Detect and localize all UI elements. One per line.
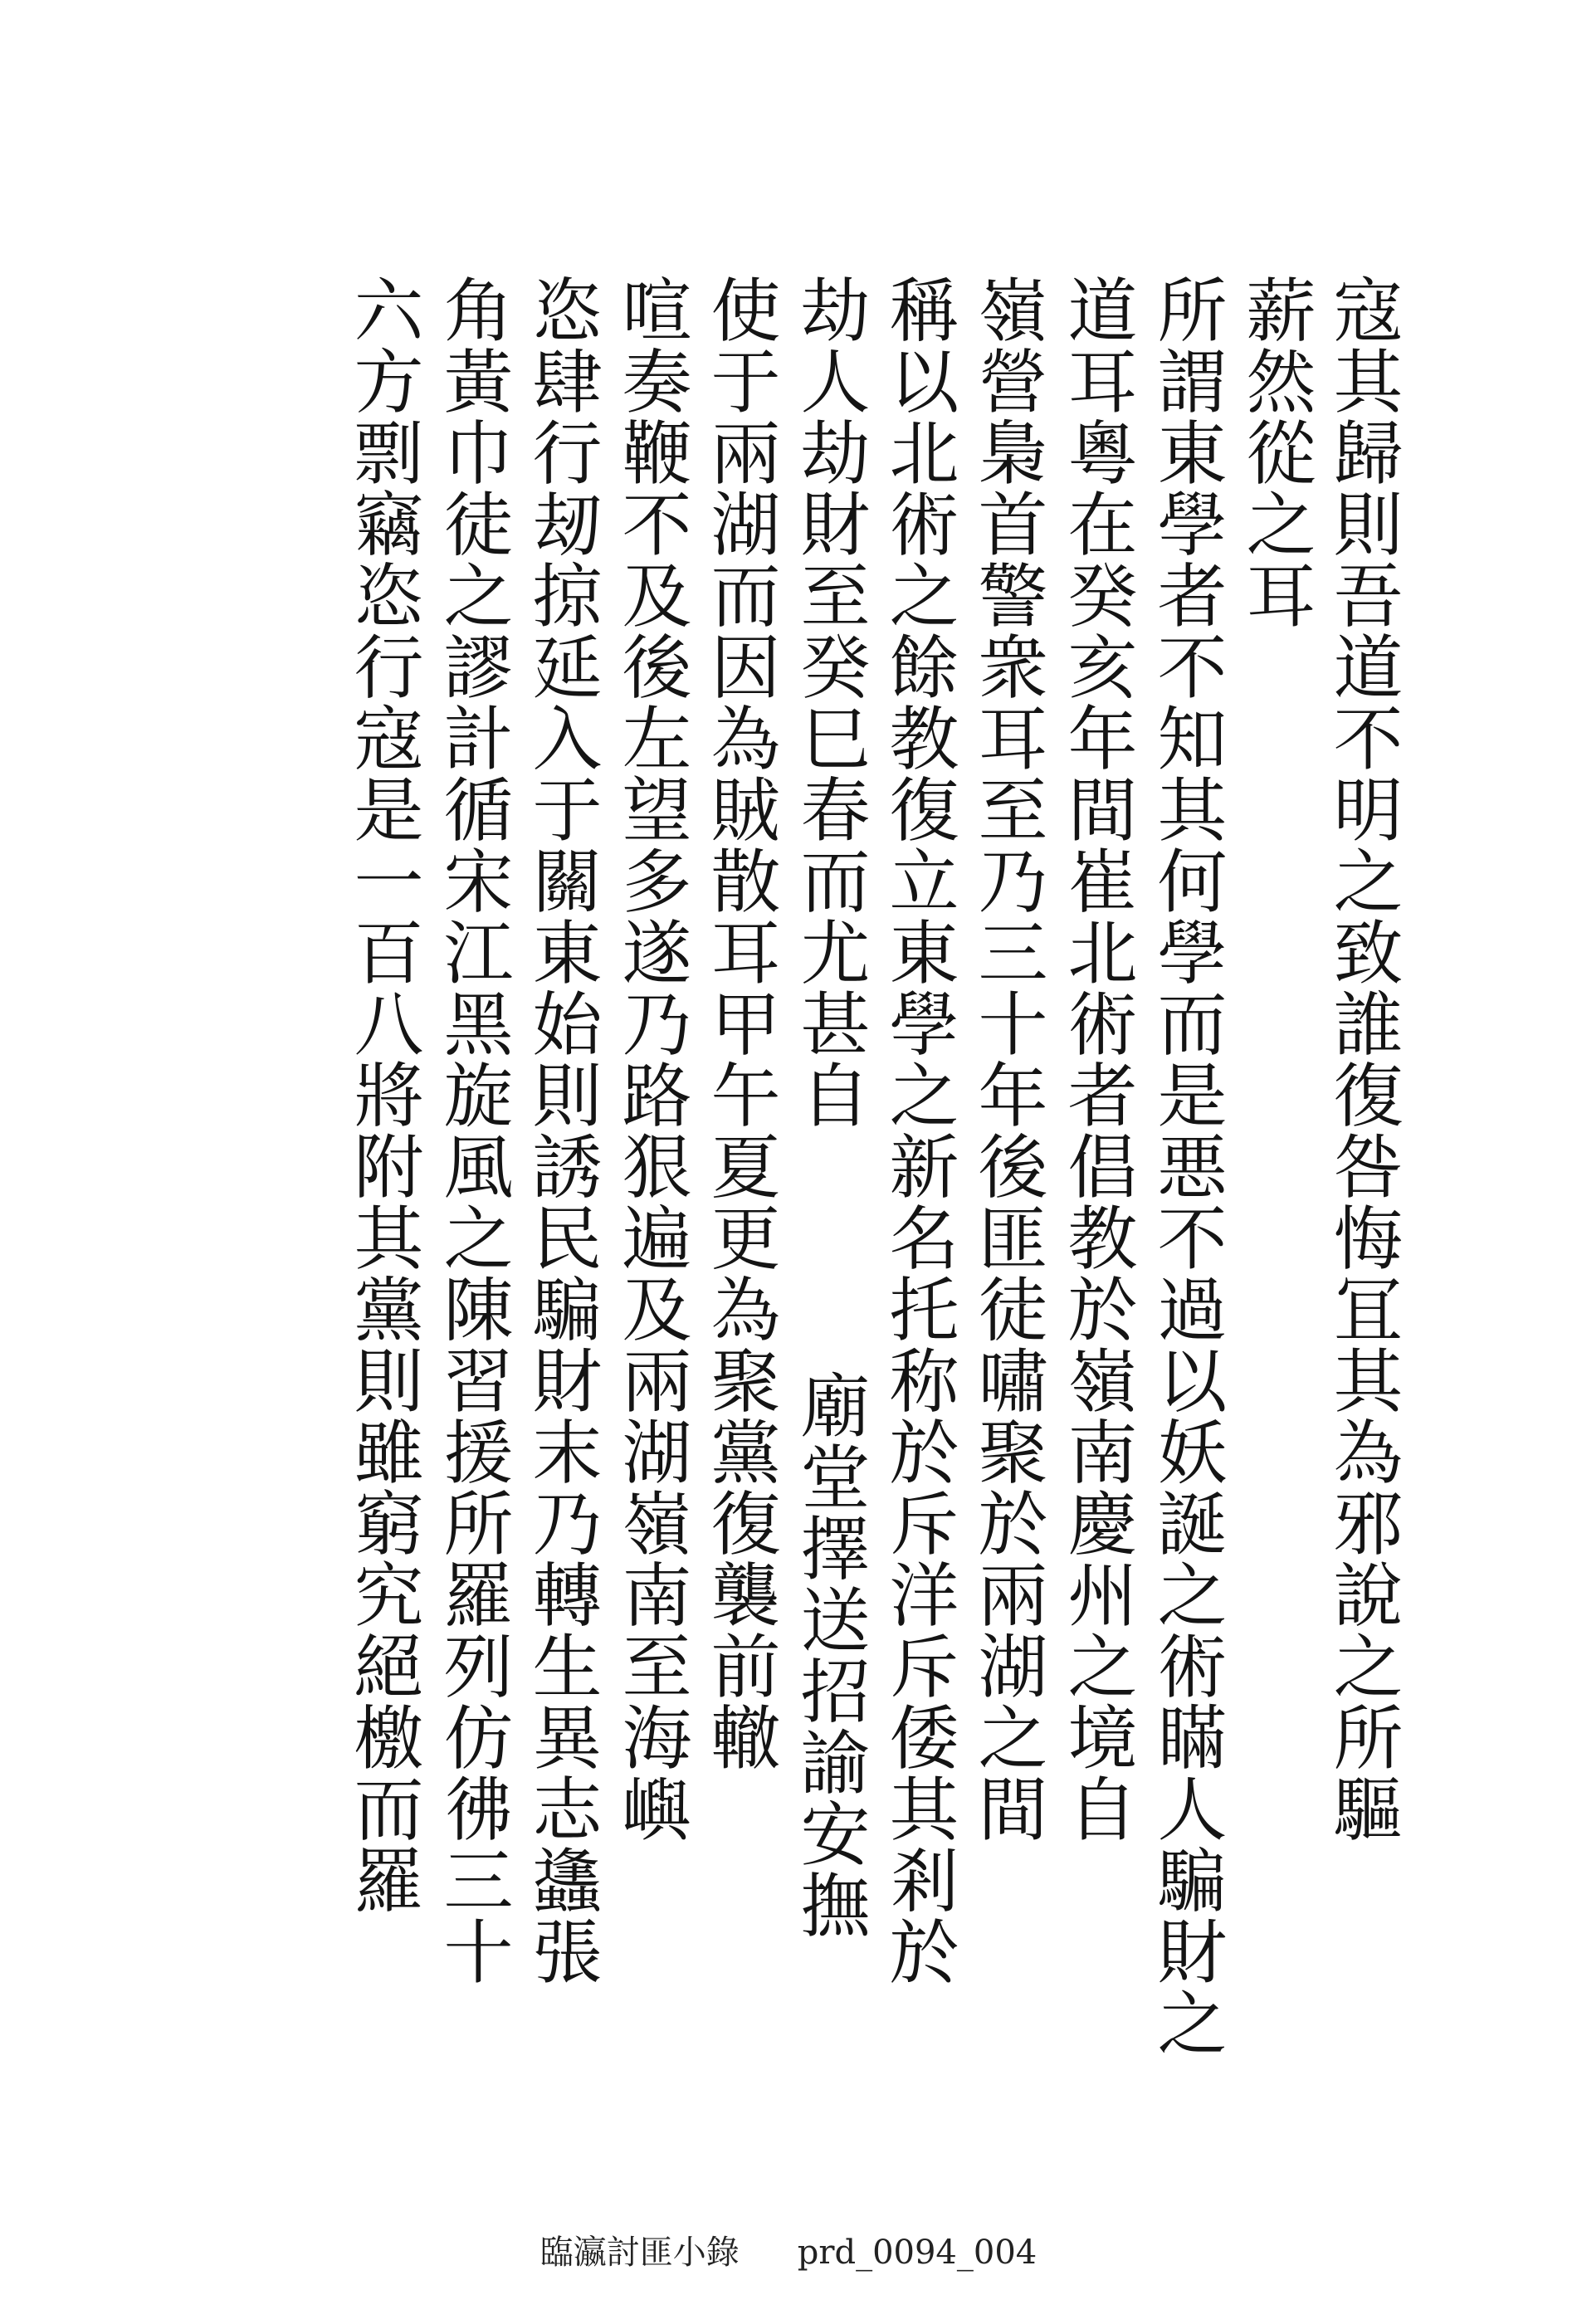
text-column: 六方剽竊恣行寇是一百八將附其黨則雖窮究絕檄而羅 (343, 274, 424, 1916)
text-column-indented: 廟堂擇送招諭安撫 (789, 1370, 871, 1941)
document-title: 臨瀛討匪小錄 (540, 2234, 740, 2272)
text-column: 劫人劫財至癸巳春而尤甚自 (789, 274, 871, 1130)
text-column: 喧奏鞭不及後左望多遂乃路狠遍及兩湖嶺南至海嶼 (611, 274, 692, 1844)
page-caption (0, 2226, 1577, 2273)
text-column: 道耳粵在癸亥年間崔北術者倡教於嶺南慶州之境自 (1057, 274, 1138, 1844)
text-block (191, 274, 1404, 2058)
text-column: 寇其歸則吾道不明之致誰復咎悔冝其為邪說之所驅 (1322, 274, 1404, 1844)
text-column: 恣肆行刼掠延入于關東始則誘民騙財末乃轉生異志蠭張 (521, 274, 603, 1987)
page-id: prd_0094_004 (797, 2234, 1038, 2272)
text-column: 所謂東學者不知其何學而是悪不過以妖誕之術瞞人騙財之 (1146, 274, 1228, 2058)
text-column: 薪然從之耳 (1235, 274, 1316, 631)
text-column: 角黃巾徒之謬計循宋江黑旋風之陳習援所羅列仿彿三十 (432, 274, 514, 1987)
text-column: 嶺營梟首警衆耳至乃三十年後匪徒嘯聚於兩湖之間 (967, 274, 1048, 1844)
text-column: 使于兩湖而因為賊散耳甲午夏更為聚黨復襲前轍 (700, 274, 781, 1773)
text-column: 稱以北術之餘教復立東學之新名托称於斥洋斥倭其剎於 (878, 274, 959, 1987)
